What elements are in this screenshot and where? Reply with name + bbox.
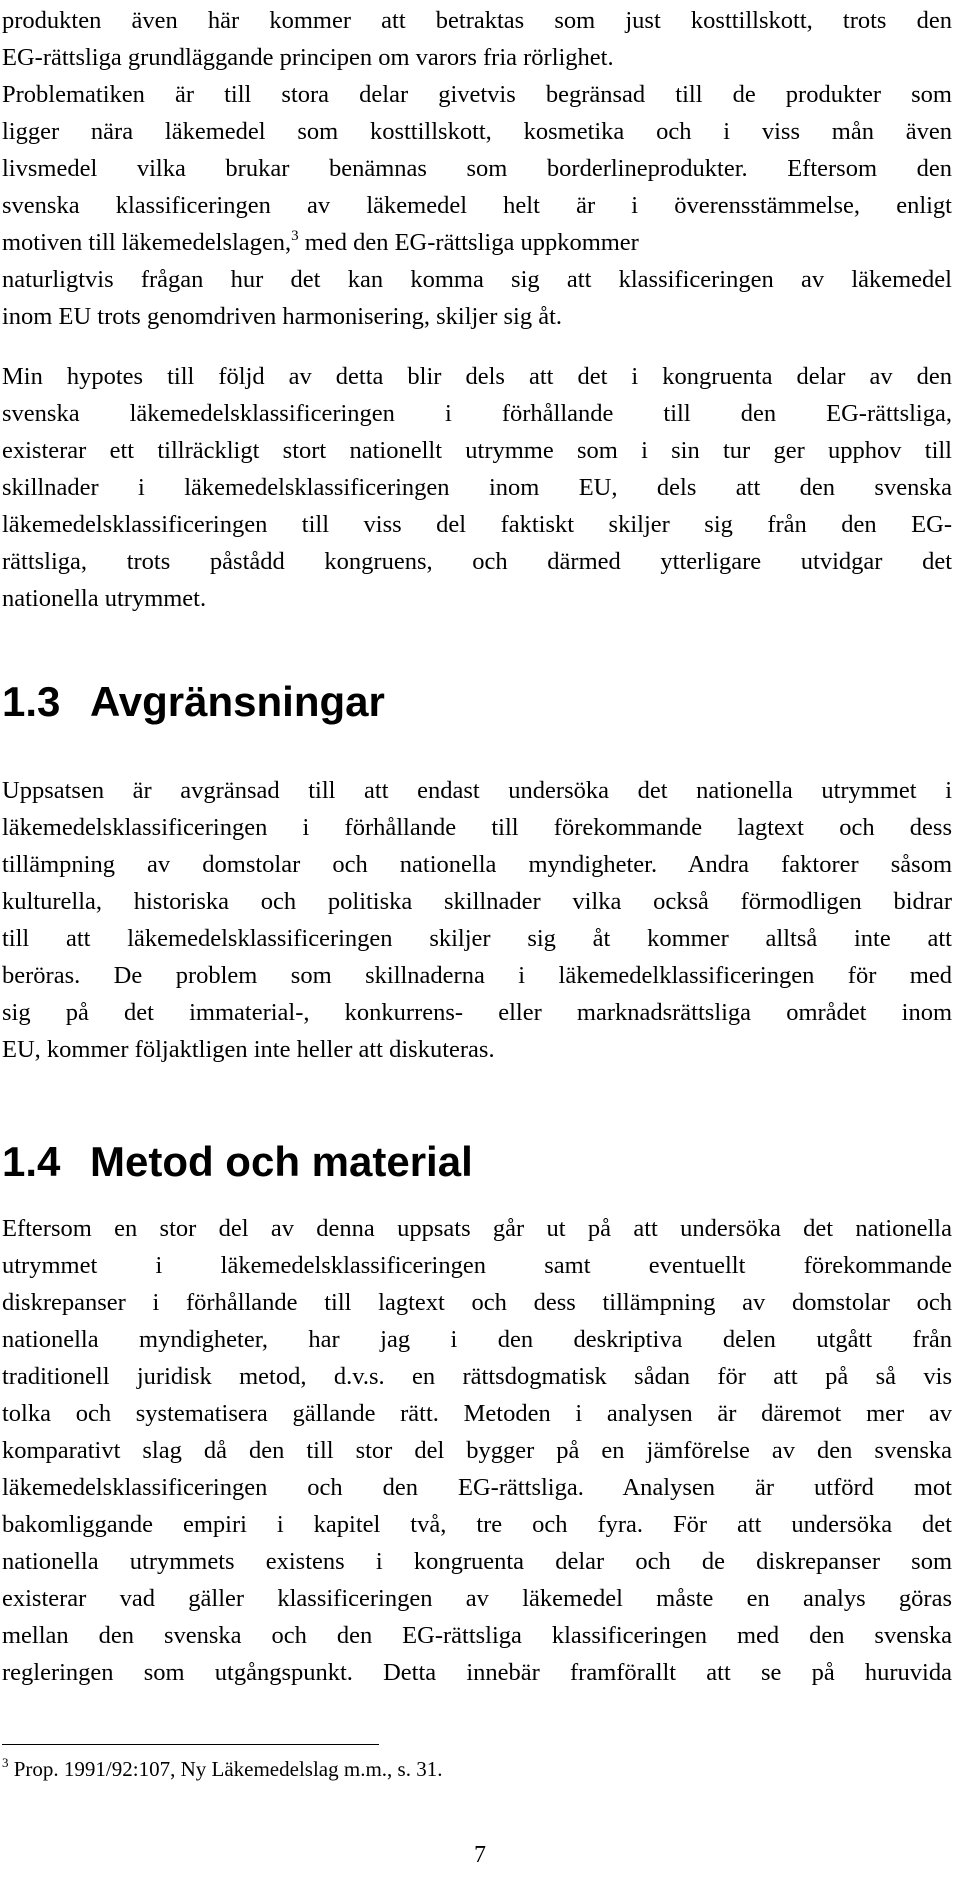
- text-line: Uppsatsen är avgränsad till att endast undersöka det nationella utrymmet i: [2, 777, 952, 804]
- section-title: Metod och material: [90, 1138, 473, 1185]
- text-line: Eftersom en stor del av denna uppsats går ut på att undersöka det nationella: [2, 1215, 952, 1242]
- footnote-text: Prop. 1991/92:107, Ny Läkemedelslag m.m., s. 31.: [8, 1757, 443, 1781]
- section-number: 1.3: [2, 678, 61, 725]
- text-line: Problematiken är till stora delar givetvis begränsad till de produkter som: [2, 81, 952, 108]
- section-number: 1.4: [2, 1138, 61, 1185]
- text-segment: med den EG-rättsliga uppkommer: [298, 229, 639, 256]
- text-line: existerar vad gäller klassificeringen av läkemedel måste en analys göras: [2, 1585, 952, 1612]
- footnote-marker: 3: [2, 1755, 9, 1770]
- text-line: komparativt slag då den till stor del bygger på en jämförelse av den svenska: [2, 1437, 952, 1464]
- text-line: bakomliggande empiri i kapitel två, tre och fyra. För att undersöka det: [2, 1511, 952, 1538]
- section-heading-metod-och-material: [2, 1136, 473, 1188]
- page-number: 7: [474, 1842, 486, 1868]
- text-line: kulturella, historiska och politiska skillnader vilka också förmodligen bidrar: [2, 888, 952, 915]
- text-line: naturligtvis frågan hur det kan komma sig att klassificeringen av läkemedel: [2, 266, 952, 293]
- text-line: existerar ett tillräckligt stort nationellt utrymme som i sin tur ger upphov till: [2, 437, 952, 464]
- text-line-with-footnote-ref: [2, 224, 952, 261]
- text-line: läkemedelsklassificeringen i förhållande till förekommande lagtext och dess: [2, 814, 952, 841]
- text-line: läkemedelsklassificeringen till viss del faktiskt skiljer sig från den EG-: [2, 511, 952, 538]
- text-line: Min hypotes till följd av detta blir dels att det i kongruenta delar av den: [2, 363, 952, 390]
- paragraph-hypothesis: [2, 358, 952, 617]
- footnote-separator: [2, 1744, 379, 1745]
- text-line: diskrepanser i förhållande till lagtext och dess tillämpning av domstolar och: [2, 1289, 952, 1316]
- text-line: inom EU trots genomdriven harmonisering, skiljer sig åt.: [2, 303, 563, 330]
- text-line: traditionell juridisk metod, d.v.s. en rättsdogmatisk sådan för att på så vis: [2, 1363, 952, 1390]
- text-line: beröras. De problem som skillnaderna i läkemedelklassificeringen för med: [2, 962, 952, 989]
- text-line: livsmedel vilka brukar benämnas som borderlineprodukter. Eftersom den: [2, 155, 952, 182]
- text-line: ligger nära läkemedel som kosttillskott, kosmetika och i viss mån även: [2, 118, 952, 145]
- text-line: svenska klassificeringen av läkemedel helt är i överensstämmelse, enligt: [2, 192, 952, 219]
- text-line: nationella utrymmet.: [2, 585, 207, 612]
- text-line: utrymmet i läkemedelsklassificeringen samt eventuellt förekommande: [2, 1252, 952, 1279]
- text-line: mellan den svenska och den EG-rättsliga klassificeringen med den svenska: [2, 1622, 952, 1649]
- text-line: skillnader i läkemedelsklassificeringen inom EU, dels att den svenska: [2, 474, 952, 501]
- footnote-reference[interactable]: 3: [291, 228, 299, 244]
- text-line: svenska läkemedelsklassificeringen i förhållande till den EG-rättsliga,: [2, 400, 952, 427]
- text-line: regleringen som utgångspunkt. Detta innebär framförallt att se på huruvida: [2, 1659, 952, 1686]
- text-line: nationella myndigheter, har jag i den deskriptiva delen utgått från: [2, 1326, 952, 1353]
- text-line: EU, kommer följaktligen inte heller att diskuteras.: [2, 1036, 495, 1063]
- text-line: till att läkemedelsklassificeringen skiljer sig åt kommer alltså inte att: [2, 925, 952, 952]
- section-heading-avgransningar: [2, 676, 385, 728]
- paragraph-metod: [2, 1210, 952, 1691]
- paragraph-intro-continuation: [2, 2, 952, 335]
- text-line: nationella utrymmets existens i kongruenta delar och de diskrepanser som: [2, 1548, 952, 1575]
- text-line: läkemedelsklassificeringen och den EG-rättsliga. Analysen är utförd mot: [2, 1474, 952, 1501]
- section-title: Avgränsningar: [90, 678, 385, 725]
- text-segment: motiven till läkemedelslagen,: [2, 229, 292, 256]
- text-line: sig på det immaterial-, konkurrens- eller marknadsrättsliga området inom: [2, 999, 952, 1026]
- text-line: produkten även här kommer att betraktas som just kosttillskott, trots den: [2, 7, 952, 34]
- text-line: rättsliga, trots påstådd kongruens, och därmed ytterligare utvidgar det: [2, 548, 952, 575]
- text-line: tillämpning av domstolar och nationella myndigheter. Andra faktorer såsom: [2, 851, 952, 878]
- text-line: tolka och systematisera gällande rätt. Metoden i analysen är däremot mer av: [2, 1400, 952, 1427]
- footnote: [2, 1755, 442, 1783]
- paragraph-avgransningar: [2, 772, 952, 1068]
- text-line: EG-rättsliga grundläggande principen om varors fria rörlighet.: [2, 44, 614, 71]
